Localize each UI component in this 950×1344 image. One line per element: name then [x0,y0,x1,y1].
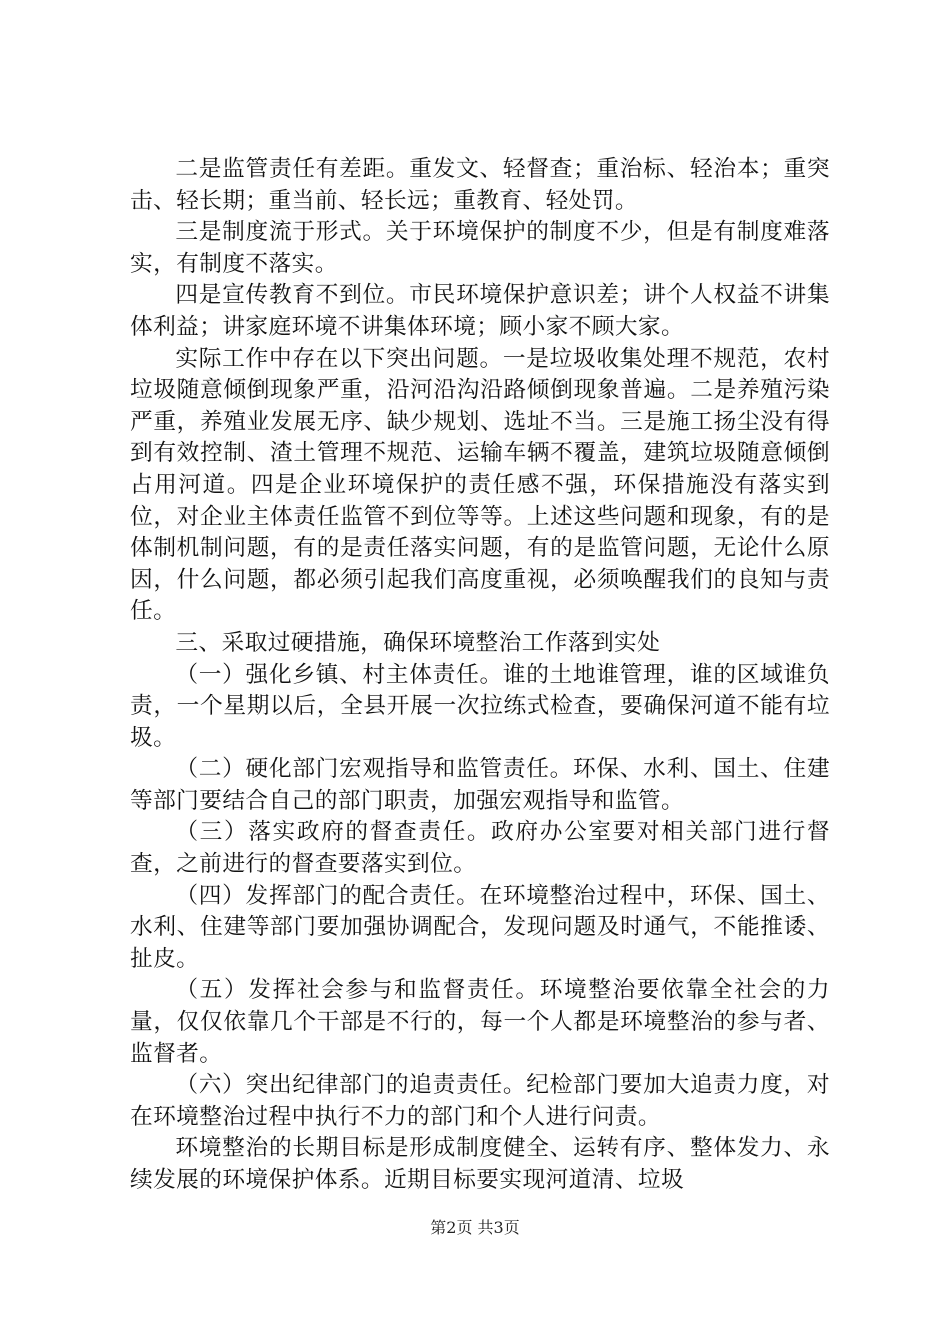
paragraph-measure-3: （三）落实政府的督查责任。政府办公室要对相关部门进行督查，之前进行的督查要落实到位。 [130,819,830,878]
page-footer: 第2页 共3页 [430,1218,520,1237]
paragraph-measure-1: （一）强化乡镇、村主体责任。谁的土地谁管理，谁的区域谁负责，一个星期以后，全县开展一次拉练式检查，要确保河道不能有垃圾。 [130,661,830,751]
paragraph-long-term-goal: 环境整治的长期目标是形成制度健全、运转有序、整体发力、永续发展的环境保护体系。近期目标要实现河道清、垃圾 [130,1135,830,1193]
paragraph-system-formality: 三是制度流于形式。关于环境保护的制度不少，但是有制度难落实，有制度不落实。 [130,219,830,277]
paragraph-measure-2: （二）硬化部门宏观指导和监管责任。环保、水利、国土、住建等部门要结合自己的部门职责，加强宏观指导和监管。 [130,756,830,814]
paragraph-supervision-gap: 二是监管责任有差距。重发文、轻督查；重治标、轻治本；重突击、轻长期；重当前、轻长远；重教育、轻处罚。 [130,156,830,214]
paragraph-measure-6: （六）突出纪律部门的追责责任。纪检部门要加大追责力度，对在环境整治过程中执行不力的部门和个人进行问责。 [130,1072,830,1130]
paragraph-measure-4: （四）发挥部门的配合责任。在环境整治过程中，环保、国土、水利、住建等部门要加强协调配合，发现问题及时通气，不能推诿、扯皮。 [130,882,830,972]
paragraph-prominent-problems: 实际工作中存在以下突出问题。一是垃圾收集处理不规范，农村垃圾随意倾倒现象严重，沿河沿沟沿路倾倒现象普遍。二是养殖污染严重，养殖业发展无序、缺少规划、选址不当。三是施工扬尘没有得到有效控制、渣土管理不规范、运输车辆不覆盖，建筑垃圾随意倾倒占用河道。四是企业环境保护的责任感不强，环保措施没有落实到位，对企业主体责任监管不到位等等。上述这些问题和现象，有的是体制机制问题，有的是责任落实问题，有的是监管问题，无论什么原因，什么问题，都必须引起我们高度重视，必须唤醒我们的良知与责任。 [130,345,830,625]
document-body [130,154,830,1197]
section-heading-measures: 三、采取过硬措施，确保环境整治工作落到实处 [175,629,661,656]
paragraph-measure-5: （五）发挥社会参与和监督责任。环境整治要依靠全社会的力量，仅仅依靠几个干部是不行的，每一个人都是环境整治的参与者、监督者。 [130,977,830,1067]
paragraph-publicity-education: 四是宣传教育不到位。市民环境保护意识差；讲个人权益不讲集体利益；讲家庭环境不讲集体环境；顾小家不顾大家。 [130,282,830,340]
